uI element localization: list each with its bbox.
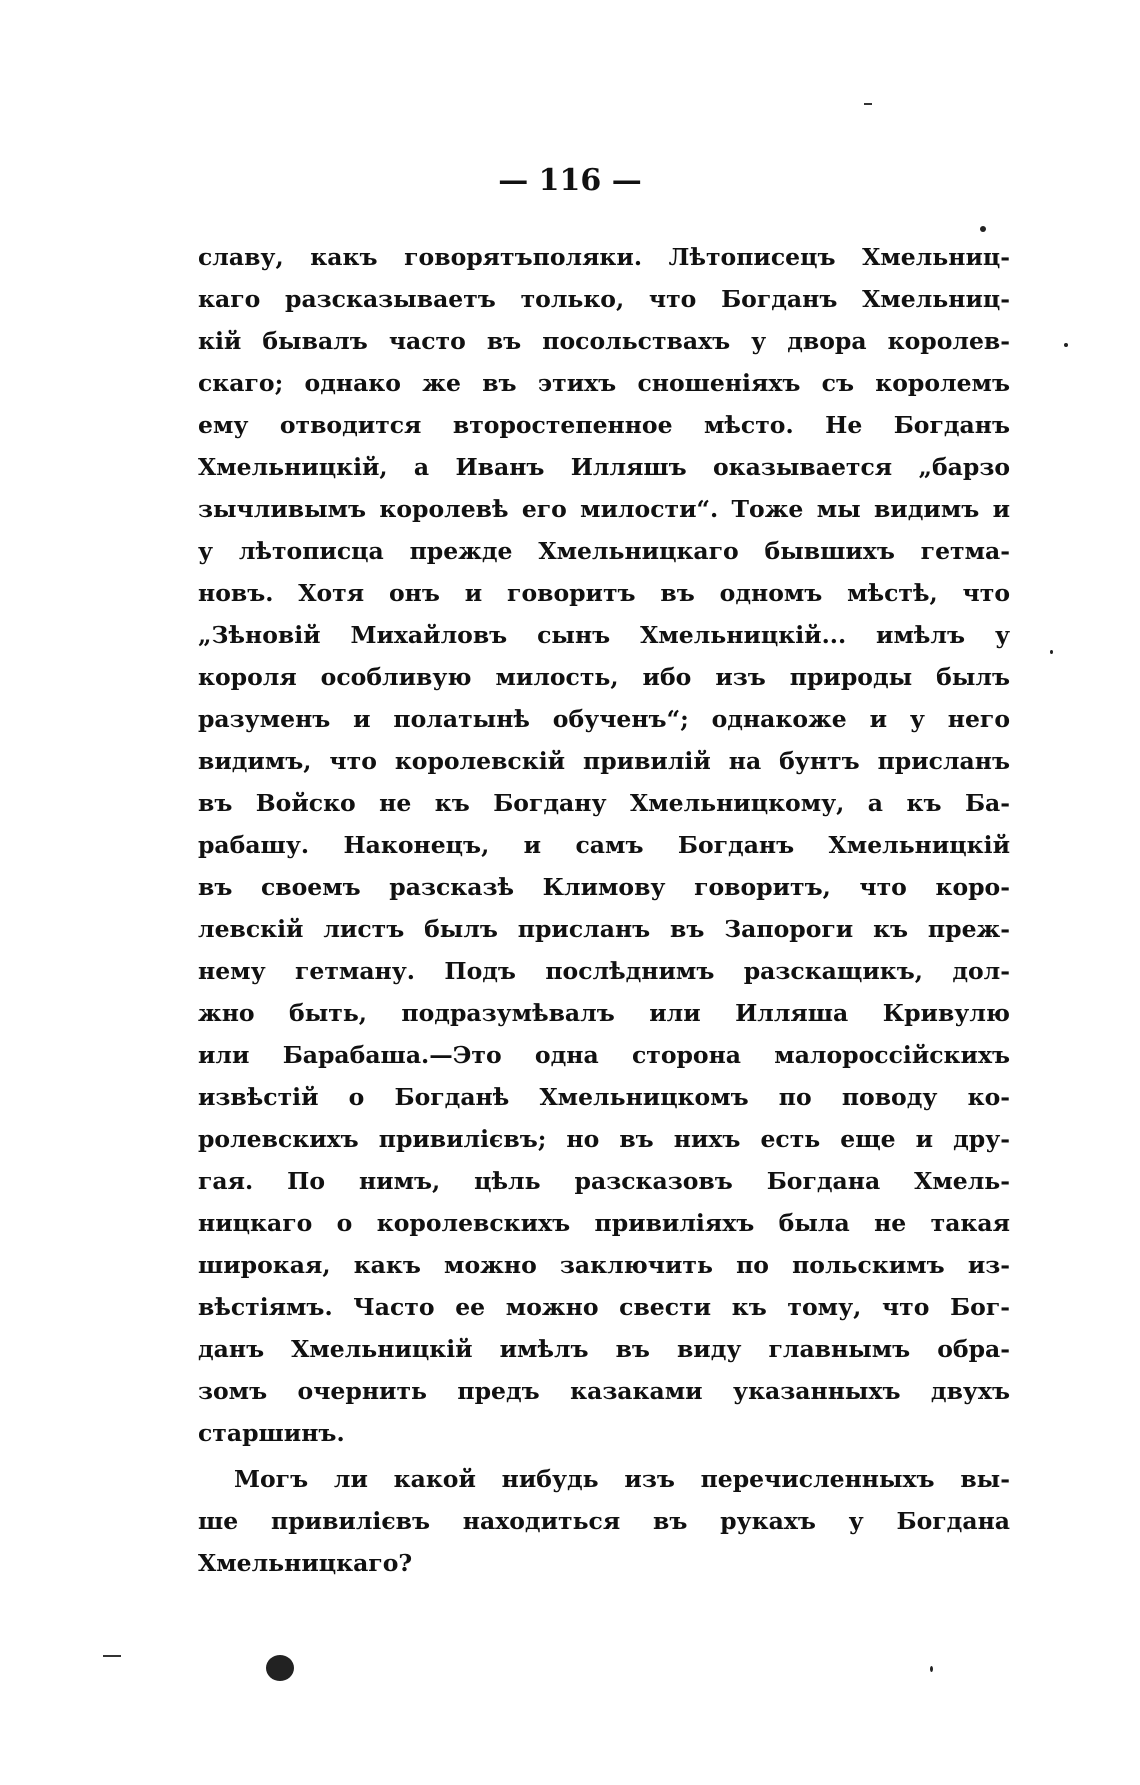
text-line: въ Войско не къ Богдану Хмельницкому, а къ Ба- (198, 789, 1010, 817)
paragraph (198, 236, 1010, 1454)
text-line: зычливымъ королевѣ его милости“. Тоже мы видимъ и (198, 495, 1010, 523)
text-line: ницкаго о королевскихъ привиліяхъ была не такая (198, 1209, 1010, 1237)
page-number: — 116 — (498, 163, 642, 198)
text-line: новъ. Хотя онъ и говоритъ въ одномъ мѣстѣ, что (198, 579, 1010, 607)
text-line: зомъ очернить предъ казаками указанныхъ двухъ (198, 1377, 1010, 1405)
ink-speck (930, 1666, 933, 1672)
text-line: Хмельницкій, а Иванъ Илляшъ оказывается „барзо (198, 453, 1010, 481)
text-line: данъ Хмельницкій имѣлъ въ виду главнымъ обра- (198, 1335, 1010, 1363)
text-line: славу, какъ говорятъполяки. Лѣтописецъ Хмельниц- (198, 243, 1010, 271)
text-line: или Барабаша.—Это одна сторона малороссійскихъ (198, 1041, 1010, 1069)
text-line: ему отводится второстепенное мѣсто. Не Богданъ (198, 411, 1010, 439)
text-line: ролевскихъ привилієвъ; но въ нихъ есть еще и дру- (198, 1125, 1010, 1153)
ink-speck (980, 226, 986, 232)
text-line: каго разсказываетъ только, что Богданъ Хмельниц- (198, 285, 1010, 313)
text-line: разуменъ и полатынѣ обученъ“; однакоже и у него (198, 705, 1010, 733)
text-line: въ своемъ разсказѣ Климову говоритъ, что коро- (198, 873, 1010, 901)
text-line: рабашу. Наконецъ, и самъ Богданъ Хмельницкій (198, 831, 1010, 859)
text-line: видимъ, что королевскій привилій на бунтъ присланъ (198, 747, 1010, 775)
text-line: Могъ ли какой нибудь изъ перечисленныхъ вы- (234, 1465, 1010, 1493)
text-line: „Зѣновій Михайловъ сынъ Хмельницкій... имѣлъ у (198, 621, 1010, 649)
ink-speck (1050, 650, 1053, 654)
text-line: кій бывалъ часто въ посольствахъ у двора королев- (198, 327, 1010, 355)
text-line: левскій листъ былъ присланъ въ Запороги къ преж- (198, 915, 1010, 943)
text-line: извѣстій о Богданѣ Хмельницкомъ по поводу ко- (198, 1083, 1010, 1111)
text-line: короля особливую милость, ибо изъ природы былъ (198, 663, 1010, 691)
text-line: Хмельницкаго? (198, 1549, 413, 1577)
text-line: нему гетману. Подъ послѣднимъ разскащикъ, дол- (198, 957, 1010, 985)
scan-mark (103, 1655, 121, 1657)
body-text (198, 236, 1010, 1584)
text-line: старшинъ. (198, 1419, 345, 1447)
ink-blot (266, 1655, 294, 1681)
scan-mark (864, 103, 872, 105)
text-line: ше привилієвъ находиться въ рукахъ у Богдана (198, 1507, 1010, 1535)
text-line: вѣстіямъ. Часто ее можно свести къ тому, что Бог- (198, 1293, 1010, 1321)
text-line: широкая, какъ можно заключить по польскимъ из- (198, 1251, 1010, 1279)
ink-speck (1064, 343, 1068, 347)
text-line: у лѣтописца прежде Хмельницкаго бывшихъ гетма- (198, 537, 1010, 565)
text-line: жно быть, подразумѣвалъ или Илляша Кривулю (198, 999, 1010, 1027)
paragraph (198, 1458, 1010, 1584)
text-line: скаго; однако же въ этихъ сношеніяхъ съ королемъ (198, 369, 1010, 397)
text-line: гая. По нимъ, цѣль разсказовъ Богдана Хмель- (198, 1167, 1010, 1195)
